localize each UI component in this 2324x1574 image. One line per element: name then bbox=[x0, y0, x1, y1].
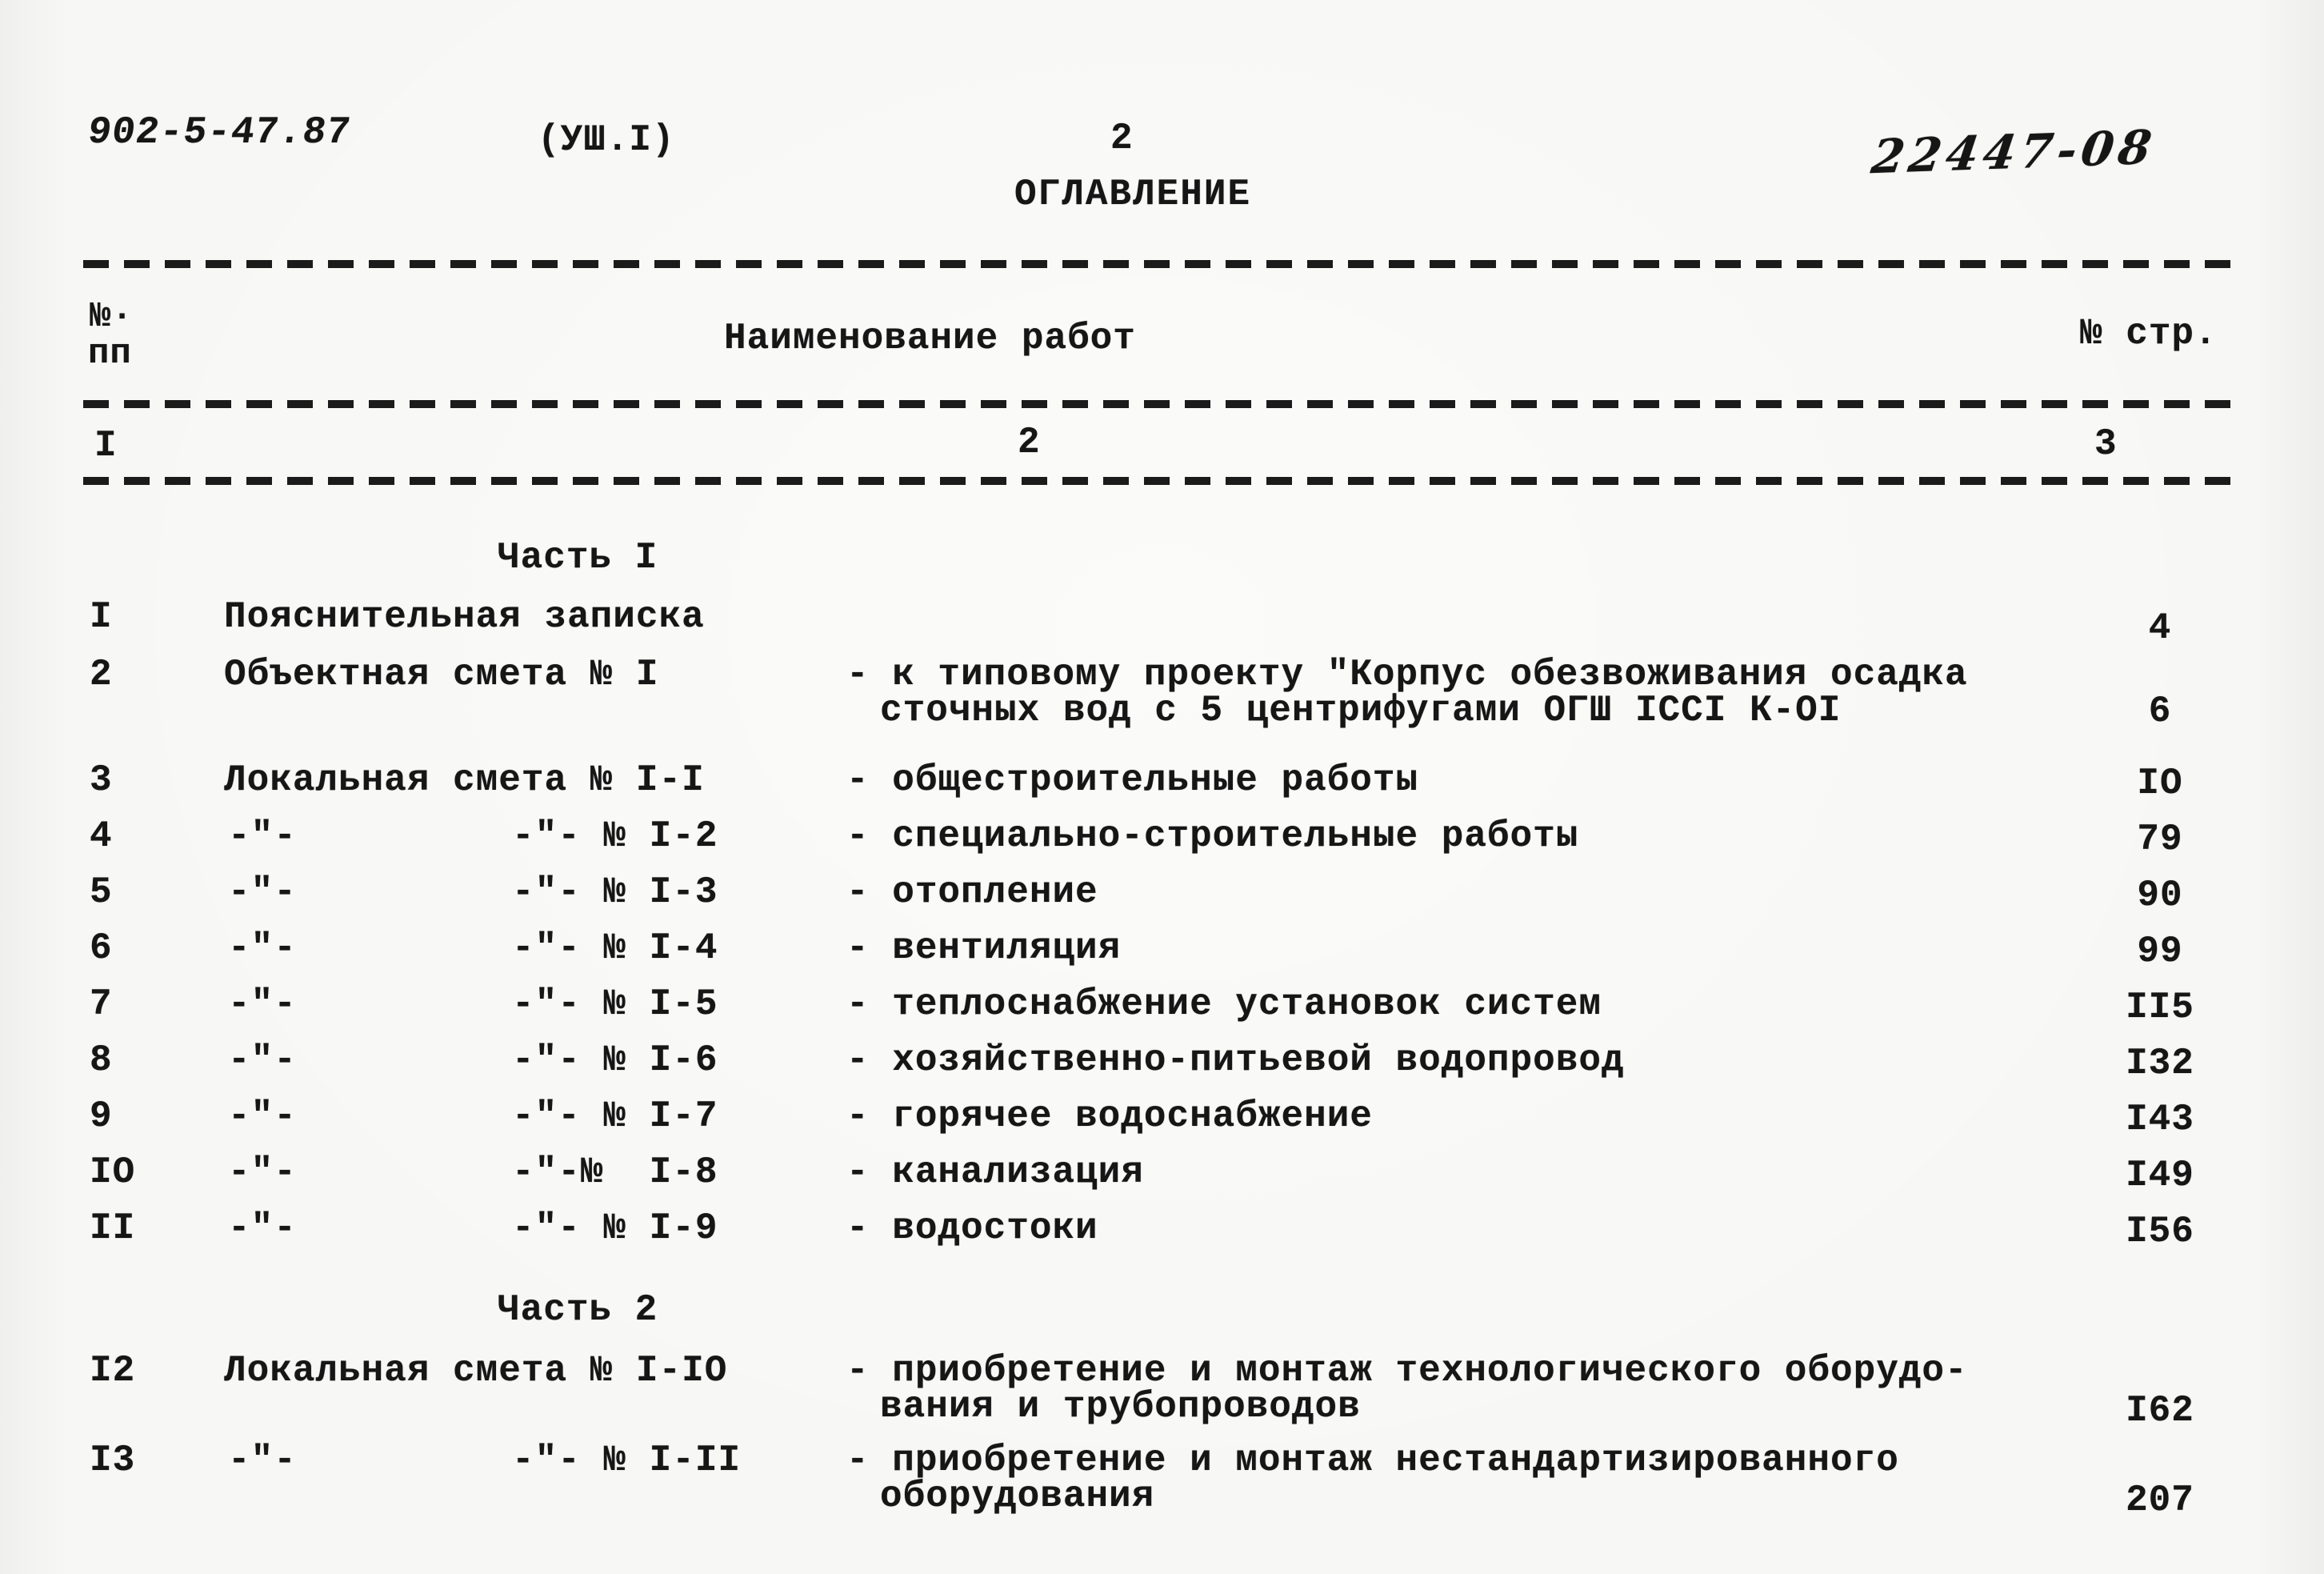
row-num: I bbox=[90, 596, 113, 638]
section-title-part2: Часть 2 bbox=[498, 1289, 658, 1331]
row-page: I43 bbox=[2126, 1099, 2194, 1140]
row-name: Объектная смета № I bbox=[224, 654, 659, 695]
row-num: 4 bbox=[90, 815, 113, 857]
row-desc: - отопление bbox=[846, 871, 1098, 913]
row-name-ditto: -"- bbox=[228, 983, 297, 1025]
row-page: 4 bbox=[2148, 607, 2172, 649]
col-header-name: Наименование работ bbox=[724, 318, 1136, 359]
column-index-3: 3 bbox=[2094, 423, 2118, 465]
row-name: Локальная смета № I-IO bbox=[224, 1350, 728, 1392]
row-page: I49 bbox=[2126, 1155, 2194, 1196]
column-index-1: I bbox=[94, 425, 118, 467]
row-name: -"- № I-7 bbox=[512, 1095, 718, 1137]
row-desc: - хозяйственно-питьевой водопровод bbox=[846, 1039, 1625, 1081]
row-desc: - приобретение и монтаж технологического оборудо- bbox=[846, 1350, 1968, 1392]
row-page: I56 bbox=[2126, 1211, 2194, 1252]
row-num: 6 bbox=[90, 927, 113, 969]
row-name: -"- № I-9 bbox=[512, 1208, 718, 1249]
row-name-ditto: -"- bbox=[228, 1208, 297, 1249]
row-page: 90 bbox=[2137, 875, 2183, 916]
row-page: I62 bbox=[2126, 1390, 2194, 1432]
row-desc: - общестроительные работы bbox=[846, 759, 1419, 801]
row-num: I3 bbox=[90, 1440, 136, 1481]
row-desc: - специально-строительные работы bbox=[846, 815, 1579, 857]
row-name: -"- № I-5 bbox=[512, 983, 718, 1025]
row-name: -"-№ I-8 bbox=[512, 1151, 718, 1193]
row-name: -"- № I-2 bbox=[512, 815, 718, 857]
row-num: 7 bbox=[90, 983, 113, 1025]
row-name: -"- № I-II bbox=[512, 1440, 742, 1481]
row-page: II5 bbox=[2126, 987, 2194, 1028]
row-desc: - вентиляция bbox=[846, 927, 1122, 969]
row-page: 6 bbox=[2148, 691, 2172, 732]
row-desc: - приобретение и монтаж нестандартизированного bbox=[846, 1440, 1899, 1481]
row-desc-cont: оборудования bbox=[880, 1476, 1155, 1517]
row-desc: - водостоки bbox=[846, 1208, 1098, 1249]
sheet-number: 2 bbox=[1110, 118, 1134, 159]
row-desc-cont: сточных вод с 5 центрифугами ОГШ ICCI К-ОI bbox=[880, 690, 1842, 731]
row-page: 79 bbox=[2137, 819, 2183, 860]
section-title-part1: Часть I bbox=[498, 537, 658, 579]
row-name: -"- № I-4 bbox=[512, 927, 718, 969]
row-page: I32 bbox=[2126, 1043, 2194, 1084]
row-name-ditto: -"- bbox=[228, 1440, 297, 1481]
column-index-2: 2 bbox=[1018, 422, 1041, 463]
row-desc: - канализация bbox=[846, 1151, 1144, 1193]
row-name: Локальная смета № I-I bbox=[224, 759, 705, 801]
series-ref: (УШ.I) bbox=[538, 119, 675, 161]
row-name: Пояснительная записка bbox=[224, 596, 705, 638]
handwritten-stamp: 22447-08 bbox=[1868, 119, 2160, 185]
table-rule-middle bbox=[83, 400, 2242, 408]
table-rule-bottom bbox=[83, 477, 2242, 485]
page-title: ОГЛАВЛЕНИЕ bbox=[1014, 174, 1252, 215]
row-num: 8 bbox=[90, 1039, 113, 1081]
row-name-ditto: -"- bbox=[228, 1095, 297, 1137]
row-name-ditto: -"- bbox=[228, 871, 297, 913]
row-num: IO bbox=[90, 1151, 136, 1193]
row-name-ditto: -"- bbox=[228, 815, 297, 857]
row-name: -"- № I-6 bbox=[512, 1039, 718, 1081]
row-num: 5 bbox=[90, 871, 113, 913]
row-num: I2 bbox=[90, 1350, 136, 1392]
col-header-no-line2: пп bbox=[88, 334, 132, 374]
row-desc: - к типовому проекту "Корпус обезвоживания осадка bbox=[846, 654, 1968, 695]
table-rule-top bbox=[83, 260, 2242, 268]
row-name: -"- № I-3 bbox=[512, 871, 718, 913]
row-num: 3 bbox=[90, 759, 113, 801]
row-page: 207 bbox=[2126, 1480, 2194, 1521]
row-desc: - горячее водоснабжение bbox=[846, 1095, 1373, 1137]
row-page: 99 bbox=[2137, 931, 2183, 972]
row-num: 9 bbox=[90, 1095, 113, 1137]
row-num: 2 bbox=[90, 654, 113, 695]
col-header-page: № стр. bbox=[2080, 313, 2218, 354]
row-num: II bbox=[90, 1208, 136, 1249]
row-name-ditto: -"- bbox=[228, 927, 297, 969]
row-page: IO bbox=[2137, 763, 2183, 804]
row-desc-cont: вания и трубопроводов bbox=[880, 1386, 1361, 1428]
row-name-ditto: -"- bbox=[228, 1039, 297, 1081]
doc-number: 902-5-47.87 bbox=[85, 111, 354, 154]
row-desc: - теплоснабжение установок систем bbox=[846, 983, 1602, 1025]
row-name-ditto: -"- bbox=[228, 1151, 297, 1193]
col-header-no-line1: №· bbox=[90, 297, 134, 337]
